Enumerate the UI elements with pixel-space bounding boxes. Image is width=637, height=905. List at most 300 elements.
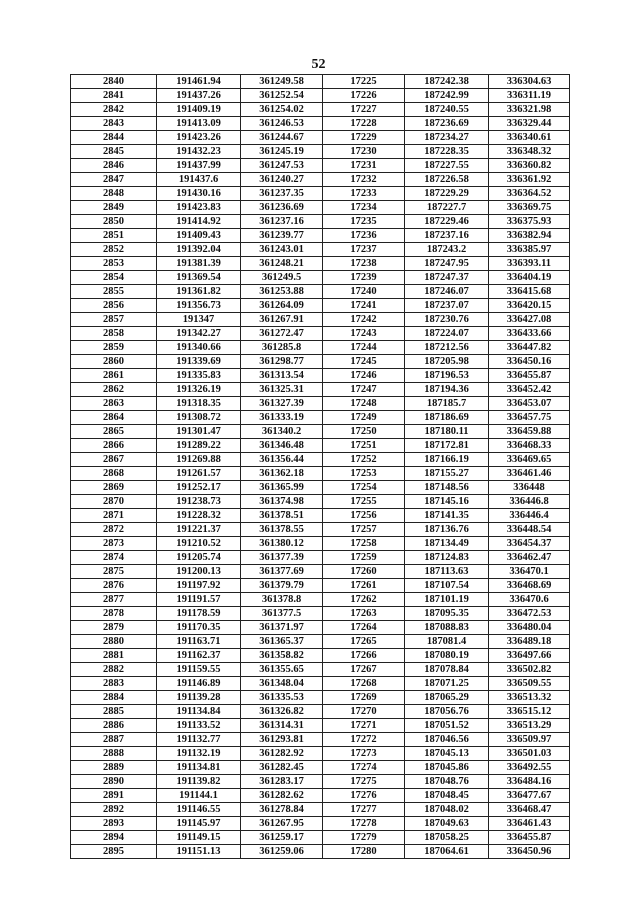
y-coordinate-a-cell: 361283.17: [241, 775, 323, 789]
point-number-b-cell: 17262: [323, 593, 405, 607]
x-coordinate-a-cell: 191461.94: [157, 75, 241, 89]
point-number-a-cell: 2864: [71, 411, 157, 425]
y-coordinate-a-cell: 361259.17: [241, 831, 323, 845]
table-row: [71, 789, 570, 803]
point-number-b-cell: 17275: [323, 775, 405, 789]
x-coordinate-a-cell: 191409.43: [157, 229, 241, 243]
x-coordinate-a-cell: 191369.54: [157, 271, 241, 285]
y-coordinate-a-cell: 361252.54: [241, 89, 323, 103]
x-coordinate-a-cell: 191191.57: [157, 593, 241, 607]
y-coordinate-a-cell: 361246.53: [241, 117, 323, 131]
y-coordinate-a-cell: 361314.31: [241, 719, 323, 733]
point-number-a-cell: 2878: [71, 607, 157, 621]
table-row: [71, 495, 570, 509]
x-coordinate-b-cell: 187229.29: [405, 187, 489, 201]
table-row: [71, 145, 570, 159]
table-row: [71, 271, 570, 285]
y-coordinate-a-cell: 361249.58: [241, 75, 323, 89]
point-number-b-cell: 17245: [323, 355, 405, 369]
x-coordinate-b-cell: 187186.69: [405, 411, 489, 425]
y-coordinate-b-cell: 336462.47: [489, 551, 570, 565]
table-row: [71, 621, 570, 635]
y-coordinate-a-cell: 361237.35: [241, 187, 323, 201]
x-coordinate-a-cell: 191413.09: [157, 117, 241, 131]
table-row: [71, 327, 570, 341]
y-coordinate-b-cell: 336329.44: [489, 117, 570, 131]
point-number-b-cell: 17237: [323, 243, 405, 257]
y-coordinate-a-cell: 361362.18: [241, 467, 323, 481]
table-row: [71, 425, 570, 439]
table-row: [71, 355, 570, 369]
x-coordinate-b-cell: 187049.63: [405, 817, 489, 831]
y-coordinate-b-cell: 336393.11: [489, 257, 570, 271]
y-coordinate-b-cell: 336513.29: [489, 719, 570, 733]
x-coordinate-b-cell: 187045.86: [405, 761, 489, 775]
point-number-a-cell: 2840: [71, 75, 157, 89]
point-number-b-cell: 17231: [323, 159, 405, 173]
x-coordinate-b-cell: 187242.99: [405, 89, 489, 103]
x-coordinate-b-cell: 187107.54: [405, 579, 489, 593]
y-coordinate-b-cell: 336446.4: [489, 509, 570, 523]
x-coordinate-b-cell: 187226.58: [405, 173, 489, 187]
point-number-a-cell: 2852: [71, 243, 157, 257]
x-coordinate-a-cell: 191200.13: [157, 565, 241, 579]
y-coordinate-b-cell: 336369.75: [489, 201, 570, 215]
y-coordinate-a-cell: 361253.88: [241, 285, 323, 299]
y-coordinate-b-cell: 336461.46: [489, 467, 570, 481]
point-number-b-cell: 17227: [323, 103, 405, 117]
y-coordinate-b-cell: 336501.03: [489, 747, 570, 761]
point-number-b-cell: 17230: [323, 145, 405, 159]
y-coordinate-b-cell: 336375.93: [489, 215, 570, 229]
y-coordinate-b-cell: 336427.08: [489, 313, 570, 327]
y-coordinate-b-cell: 336470.6: [489, 593, 570, 607]
y-coordinate-b-cell: 336385.97: [489, 243, 570, 257]
point-number-b-cell: 17277: [323, 803, 405, 817]
table-row: [71, 817, 570, 831]
point-number-a-cell: 2883: [71, 677, 157, 691]
point-number-a-cell: 2865: [71, 425, 157, 439]
y-coordinate-b-cell: 336513.32: [489, 691, 570, 705]
point-number-b-cell: 17240: [323, 285, 405, 299]
table-row: [71, 75, 570, 89]
point-number-a-cell: 2842: [71, 103, 157, 117]
point-number-b-cell: 17247: [323, 383, 405, 397]
y-coordinate-a-cell: 361244.67: [241, 131, 323, 145]
x-coordinate-a-cell: 191145.97: [157, 817, 241, 831]
point-number-a-cell: 2846: [71, 159, 157, 173]
point-number-a-cell: 2851: [71, 229, 157, 243]
table-row: [71, 691, 570, 705]
table-row: [71, 173, 570, 187]
point-number-b-cell: 17234: [323, 201, 405, 215]
point-number-a-cell: 2892: [71, 803, 157, 817]
x-coordinate-a-cell: 191269.88: [157, 453, 241, 467]
x-coordinate-a-cell: 191139.28: [157, 691, 241, 705]
y-coordinate-b-cell: 336304.63: [489, 75, 570, 89]
y-coordinate-b-cell: 336469.65: [489, 453, 570, 467]
x-coordinate-a-cell: 191430.16: [157, 187, 241, 201]
x-coordinate-a-cell: 191146.89: [157, 677, 241, 691]
x-coordinate-a-cell: 191437.6: [157, 173, 241, 187]
x-coordinate-a-cell: 191159.55: [157, 663, 241, 677]
point-number-a-cell: 2841: [71, 89, 157, 103]
y-coordinate-b-cell: 336484.16: [489, 775, 570, 789]
point-number-b-cell: 17256: [323, 509, 405, 523]
x-coordinate-b-cell: 187048.45: [405, 789, 489, 803]
point-number-b-cell: 17249: [323, 411, 405, 425]
y-coordinate-b-cell: 336452.42: [489, 383, 570, 397]
x-coordinate-b-cell: 187071.25: [405, 677, 489, 691]
point-number-a-cell: 2867: [71, 453, 157, 467]
y-coordinate-a-cell: 361248.21: [241, 257, 323, 271]
y-coordinate-a-cell: 361356.44: [241, 453, 323, 467]
point-number-b-cell: 17244: [323, 341, 405, 355]
table-row: [71, 243, 570, 257]
y-coordinate-a-cell: 361282.62: [241, 789, 323, 803]
table-row: [71, 523, 570, 537]
point-number-b-cell: 17229: [323, 131, 405, 145]
point-number-a-cell: 2847: [71, 173, 157, 187]
y-coordinate-a-cell: 361239.77: [241, 229, 323, 243]
x-coordinate-b-cell: 187134.49: [405, 537, 489, 551]
point-number-a-cell: 2862: [71, 383, 157, 397]
x-coordinate-a-cell: 191381.39: [157, 257, 241, 271]
x-coordinate-b-cell: 187242.38: [405, 75, 489, 89]
x-coordinate-a-cell: 191210.52: [157, 537, 241, 551]
y-coordinate-b-cell: 336348.32: [489, 145, 570, 159]
x-coordinate-a-cell: 191437.26: [157, 89, 241, 103]
x-coordinate-a-cell: 191432.23: [157, 145, 241, 159]
table-row: [71, 831, 570, 845]
table-row: [71, 719, 570, 733]
table-row: [71, 285, 570, 299]
x-coordinate-a-cell: 191139.82: [157, 775, 241, 789]
y-coordinate-b-cell: 336311.19: [489, 89, 570, 103]
point-number-a-cell: 2855: [71, 285, 157, 299]
table-row: [71, 397, 570, 411]
y-coordinate-a-cell: 361380.12: [241, 537, 323, 551]
x-coordinate-b-cell: 187247.37: [405, 271, 489, 285]
y-coordinate-b-cell: 336509.97: [489, 733, 570, 747]
x-coordinate-a-cell: 191361.82: [157, 285, 241, 299]
table-row: [71, 467, 570, 481]
table-row: [71, 215, 570, 229]
y-coordinate-b-cell: 336450.16: [489, 355, 570, 369]
point-number-b-cell: 17278: [323, 817, 405, 831]
x-coordinate-b-cell: 187048.02: [405, 803, 489, 817]
x-coordinate-a-cell: 191340.66: [157, 341, 241, 355]
table-row: [71, 607, 570, 621]
point-number-b-cell: 17239: [323, 271, 405, 285]
y-coordinate-a-cell: 361282.45: [241, 761, 323, 775]
x-coordinate-a-cell: 191162.37: [157, 649, 241, 663]
table-row: [71, 117, 570, 131]
x-coordinate-a-cell: 191228.32: [157, 509, 241, 523]
table-row: [71, 579, 570, 593]
x-coordinate-b-cell: 187224.07: [405, 327, 489, 341]
point-number-b-cell: 17276: [323, 789, 405, 803]
y-coordinate-b-cell: 336455.87: [489, 369, 570, 383]
x-coordinate-b-cell: 187246.07: [405, 285, 489, 299]
point-number-b-cell: 17273: [323, 747, 405, 761]
x-coordinate-b-cell: 187180.11: [405, 425, 489, 439]
x-coordinate-b-cell: 187205.98: [405, 355, 489, 369]
y-coordinate-b-cell: 336480.04: [489, 621, 570, 635]
x-coordinate-a-cell: 191170.35: [157, 621, 241, 635]
y-coordinate-b-cell: 336446.8: [489, 495, 570, 509]
y-coordinate-b-cell: 336321.98: [489, 103, 570, 117]
point-number-a-cell: 2881: [71, 649, 157, 663]
point-number-a-cell: 2893: [71, 817, 157, 831]
table-row: [71, 481, 570, 495]
point-number-a-cell: 2884: [71, 691, 157, 705]
x-coordinate-a-cell: 191347: [157, 313, 241, 327]
x-coordinate-a-cell: 191301.47: [157, 425, 241, 439]
x-coordinate-a-cell: 191151.13: [157, 845, 241, 859]
y-coordinate-b-cell: 336454.37: [489, 537, 570, 551]
y-coordinate-b-cell: 336382.94: [489, 229, 570, 243]
y-coordinate-a-cell: 361267.91: [241, 313, 323, 327]
table-row: [71, 775, 570, 789]
y-coordinate-b-cell: 336497.66: [489, 649, 570, 663]
y-coordinate-a-cell: 361377.39: [241, 551, 323, 565]
table-row: [71, 103, 570, 117]
point-number-a-cell: 2887: [71, 733, 157, 747]
point-number-a-cell: 2882: [71, 663, 157, 677]
x-coordinate-b-cell: 187227.7: [405, 201, 489, 215]
x-coordinate-a-cell: 191133.52: [157, 719, 241, 733]
y-coordinate-b-cell: 336459.88: [489, 425, 570, 439]
point-number-a-cell: 2889: [71, 761, 157, 775]
x-coordinate-b-cell: 187227.55: [405, 159, 489, 173]
x-coordinate-b-cell: 187166.19: [405, 453, 489, 467]
x-coordinate-b-cell: 187148.56: [405, 481, 489, 495]
y-coordinate-a-cell: 361237.16: [241, 215, 323, 229]
point-number-b-cell: 17271: [323, 719, 405, 733]
y-coordinate-b-cell: 336364.52: [489, 187, 570, 201]
table-row: [71, 313, 570, 327]
y-coordinate-b-cell: 336468.33: [489, 439, 570, 453]
point-number-a-cell: 2843: [71, 117, 157, 131]
x-coordinate-b-cell: 187237.07: [405, 299, 489, 313]
point-number-b-cell: 17248: [323, 397, 405, 411]
table-row: [71, 733, 570, 747]
point-number-a-cell: 2857: [71, 313, 157, 327]
x-coordinate-b-cell: 187058.25: [405, 831, 489, 845]
point-number-b-cell: 17241: [323, 299, 405, 313]
y-coordinate-b-cell: 336468.47: [489, 803, 570, 817]
x-coordinate-b-cell: 187048.76: [405, 775, 489, 789]
y-coordinate-a-cell: 361259.06: [241, 845, 323, 859]
x-coordinate-b-cell: 187124.83: [405, 551, 489, 565]
point-number-a-cell: 2871: [71, 509, 157, 523]
x-coordinate-b-cell: 187229.46: [405, 215, 489, 229]
x-coordinate-b-cell: 187240.55: [405, 103, 489, 117]
x-coordinate-a-cell: 191326.19: [157, 383, 241, 397]
point-number-b-cell: 17252: [323, 453, 405, 467]
y-coordinate-a-cell: 361378.8: [241, 593, 323, 607]
x-coordinate-b-cell: 187230.76: [405, 313, 489, 327]
y-coordinate-a-cell: 361243.01: [241, 243, 323, 257]
table-row: [71, 89, 570, 103]
x-coordinate-b-cell: 187095.35: [405, 607, 489, 621]
table-row: [71, 747, 570, 761]
y-coordinate-b-cell: 336477.67: [489, 789, 570, 803]
x-coordinate-a-cell: 191238.73: [157, 495, 241, 509]
x-coordinate-b-cell: 187065.29: [405, 691, 489, 705]
x-coordinate-b-cell: 187141.35: [405, 509, 489, 523]
point-number-a-cell: 2886: [71, 719, 157, 733]
table-row: [71, 551, 570, 565]
y-coordinate-a-cell: 361254.02: [241, 103, 323, 117]
table-row: [71, 565, 570, 579]
table-row: [71, 383, 570, 397]
x-coordinate-a-cell: 191252.17: [157, 481, 241, 495]
table-row: [71, 803, 570, 817]
point-number-a-cell: 2853: [71, 257, 157, 271]
table-row: [71, 677, 570, 691]
x-coordinate-a-cell: 191342.27: [157, 327, 241, 341]
y-coordinate-b-cell: 336457.75: [489, 411, 570, 425]
table-row: [71, 635, 570, 649]
x-coordinate-a-cell: 191261.57: [157, 467, 241, 481]
y-coordinate-a-cell: 361326.82: [241, 705, 323, 719]
point-number-a-cell: 2856: [71, 299, 157, 313]
table-row: [71, 705, 570, 719]
table-row: [71, 201, 570, 215]
y-coordinate-a-cell: 361365.99: [241, 481, 323, 495]
point-number-a-cell: 2869: [71, 481, 157, 495]
y-coordinate-a-cell: 361298.77: [241, 355, 323, 369]
y-coordinate-a-cell: 361267.95: [241, 817, 323, 831]
y-coordinate-b-cell: 336489.18: [489, 635, 570, 649]
y-coordinate-a-cell: 361272.47: [241, 327, 323, 341]
x-coordinate-b-cell: 187045.13: [405, 747, 489, 761]
point-number-b-cell: 17238: [323, 257, 405, 271]
y-coordinate-b-cell: 336502.82: [489, 663, 570, 677]
point-number-a-cell: 2876: [71, 579, 157, 593]
point-number-b-cell: 17270: [323, 705, 405, 719]
x-coordinate-b-cell: 187081.4: [405, 635, 489, 649]
x-coordinate-b-cell: 187243.2: [405, 243, 489, 257]
point-number-b-cell: 17254: [323, 481, 405, 495]
x-coordinate-b-cell: 187078.84: [405, 663, 489, 677]
point-number-a-cell: 2849: [71, 201, 157, 215]
point-number-a-cell: 2870: [71, 495, 157, 509]
y-coordinate-b-cell: 336453.07: [489, 397, 570, 411]
table-row: [71, 131, 570, 145]
y-coordinate-a-cell: 361378.55: [241, 523, 323, 537]
y-coordinate-a-cell: 361355.65: [241, 663, 323, 677]
point-number-b-cell: 17264: [323, 621, 405, 635]
x-coordinate-a-cell: 191163.71: [157, 635, 241, 649]
y-coordinate-b-cell: 336448.54: [489, 523, 570, 537]
x-coordinate-b-cell: 187101.19: [405, 593, 489, 607]
y-coordinate-b-cell: 336447.82: [489, 341, 570, 355]
y-coordinate-a-cell: 361247.53: [241, 159, 323, 173]
y-coordinate-a-cell: 361377.5: [241, 607, 323, 621]
y-coordinate-b-cell: 336360.82: [489, 159, 570, 173]
table-row: [71, 411, 570, 425]
y-coordinate-a-cell: 361282.92: [241, 747, 323, 761]
y-coordinate-b-cell: 336461.43: [489, 817, 570, 831]
y-coordinate-b-cell: 336415.68: [489, 285, 570, 299]
point-number-b-cell: 17260: [323, 565, 405, 579]
table-row: [71, 453, 570, 467]
point-number-a-cell: 2891: [71, 789, 157, 803]
y-coordinate-a-cell: 361379.79: [241, 579, 323, 593]
x-coordinate-a-cell: 191409.19: [157, 103, 241, 117]
point-number-a-cell: 2854: [71, 271, 157, 285]
coordinates-table-body: [71, 75, 570, 859]
x-coordinate-b-cell: 187051.52: [405, 719, 489, 733]
point-number-a-cell: 2858: [71, 327, 157, 341]
x-coordinate-b-cell: 187228.35: [405, 145, 489, 159]
page-number: 52: [311, 57, 326, 72]
x-coordinate-a-cell: 191335.83: [157, 369, 241, 383]
coordinates-table: [70, 74, 570, 859]
x-coordinate-b-cell: 187247.95: [405, 257, 489, 271]
point-number-a-cell: 2848: [71, 187, 157, 201]
point-number-b-cell: 17263: [323, 607, 405, 621]
point-number-a-cell: 2845: [71, 145, 157, 159]
table-row: [71, 761, 570, 775]
point-number-b-cell: 17265: [323, 635, 405, 649]
point-number-a-cell: 2866: [71, 439, 157, 453]
y-coordinate-a-cell: 361333.19: [241, 411, 323, 425]
point-number-a-cell: 2894: [71, 831, 157, 845]
table-row: [71, 159, 570, 173]
y-coordinate-b-cell: 336450.96: [489, 845, 570, 859]
y-coordinate-a-cell: 361378.51: [241, 509, 323, 523]
table-row: [71, 187, 570, 201]
point-number-a-cell: 2880: [71, 635, 157, 649]
y-coordinate-a-cell: 361245.19: [241, 145, 323, 159]
point-number-b-cell: 17268: [323, 677, 405, 691]
point-number-b-cell: 17255: [323, 495, 405, 509]
point-number-b-cell: 17280: [323, 845, 405, 859]
y-coordinate-b-cell: 336468.69: [489, 579, 570, 593]
x-coordinate-a-cell: 191132.19: [157, 747, 241, 761]
y-coordinate-a-cell: 361264.09: [241, 299, 323, 313]
y-coordinate-a-cell: 361313.54: [241, 369, 323, 383]
point-number-b-cell: 17228: [323, 117, 405, 131]
x-coordinate-a-cell: 191437.99: [157, 159, 241, 173]
x-coordinate-a-cell: 191414.92: [157, 215, 241, 229]
y-coordinate-a-cell: 361348.04: [241, 677, 323, 691]
point-number-b-cell: 17226: [323, 89, 405, 103]
x-coordinate-a-cell: 191289.22: [157, 439, 241, 453]
x-coordinate-a-cell: 191308.72: [157, 411, 241, 425]
x-coordinate-b-cell: 187234.27: [405, 131, 489, 145]
y-coordinate-a-cell: 361374.98: [241, 495, 323, 509]
table-row: [71, 299, 570, 313]
y-coordinate-b-cell: 336509.55: [489, 677, 570, 691]
y-coordinate-b-cell: 336361.92: [489, 173, 570, 187]
table-row: [71, 845, 570, 859]
y-coordinate-b-cell: 336455.87: [489, 831, 570, 845]
point-number-b-cell: 17257: [323, 523, 405, 537]
x-coordinate-b-cell: 187237.16: [405, 229, 489, 243]
point-number-a-cell: 2872: [71, 523, 157, 537]
point-number-b-cell: 17250: [323, 425, 405, 439]
point-number-b-cell: 17242: [323, 313, 405, 327]
point-number-b-cell: 17266: [323, 649, 405, 663]
x-coordinate-b-cell: 187196.53: [405, 369, 489, 383]
x-coordinate-a-cell: 191339.69: [157, 355, 241, 369]
point-number-a-cell: 2844: [71, 131, 157, 145]
